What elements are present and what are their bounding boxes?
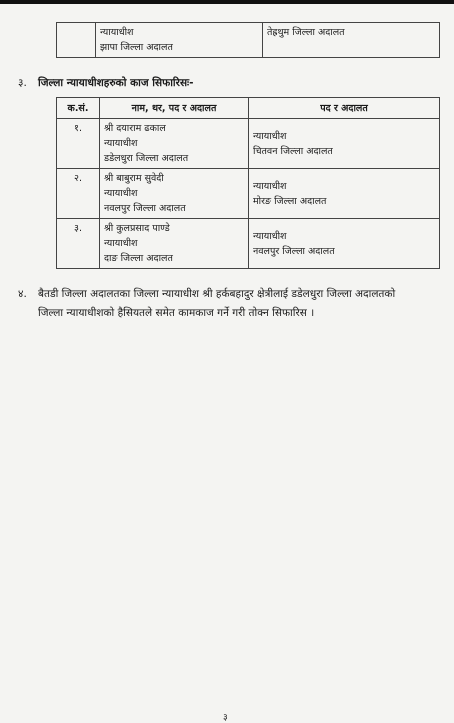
serial-cell: [57, 23, 96, 58]
paragraph-line: जिल्ला न्यायाधीशको हैसियतले समेत कामकाज गर्ने गरी तोक्न सिफारिस ।: [38, 307, 315, 319]
top-edge-bar: [0, 0, 454, 4]
name-line: श्री दयाराम ढकाल: [104, 123, 166, 134]
section-number: ४.: [18, 288, 27, 300]
name-line: डडेलधुरा जिल्ला अदालत: [104, 153, 189, 164]
post-cell: [263, 23, 440, 58]
name-line: श्री बाबुराम सुवेदी: [104, 173, 164, 184]
post-line: तेह्रथुम जिल्ला अदालत: [267, 27, 345, 38]
name-cell: [100, 219, 249, 269]
name-cell: [100, 119, 249, 169]
name-line: नवलपुर जिल्ला अदालत: [104, 203, 186, 214]
continued-table: [56, 22, 440, 58]
post-line: न्यायाधीश: [253, 180, 287, 192]
table-row: [57, 23, 440, 58]
post-cell: [249, 119, 440, 169]
serial-cell: २.: [57, 169, 100, 219]
post-cell: [249, 219, 440, 269]
name-line: झापा जिल्ला अदालत: [100, 42, 173, 53]
name-line: न्यायाधीश: [104, 238, 138, 249]
name-cell: [100, 169, 249, 219]
post-line: चितवन जिल्ला अदालत: [253, 145, 333, 157]
name-line: दाङ जिल्ला अदालत: [104, 253, 173, 264]
paragraph-line: बैतडी जिल्ला अदालतका जिल्ला न्यायाधीश श्री हर्कबहादुर क्षेत्रीलाई डडेलधुरा जिल्ला अदालतको: [38, 288, 396, 300]
table-row: [57, 219, 440, 269]
post-line: मोरङ जिल्ला अदालत: [253, 195, 327, 207]
table-row: [57, 169, 440, 219]
section-4-paragraph: [18, 285, 450, 323]
section-number: ३.: [18, 77, 27, 89]
deputation-table: [56, 97, 440, 269]
post-line: नवलपुर जिल्ला अदालत: [253, 245, 335, 257]
section-3-heading: [18, 76, 194, 90]
table-header-row: [57, 98, 440, 119]
name-line: न्यायाधीश: [104, 138, 138, 149]
name-line: न्यायाधीश: [104, 188, 138, 199]
header-serial: क.सं.: [57, 98, 100, 119]
name-line: न्यायाधीश: [100, 27, 134, 38]
post-line: न्यायाधीश: [253, 130, 287, 142]
page-number: ३: [223, 713, 228, 723]
header-post: पद र अदालत: [249, 98, 440, 119]
table-row: [57, 119, 440, 169]
name-line: श्री कुलप्रसाद पाण्डे: [104, 223, 170, 234]
header-name: नाम, थर, पद र अदालत: [100, 98, 249, 119]
section-title: जिल्ला न्यायाधीशहरुको काज सिफारिसः-: [38, 77, 194, 89]
serial-cell: १.: [57, 119, 100, 169]
post-line: न्यायाधीश: [253, 230, 287, 242]
post-cell: [249, 169, 440, 219]
serial-cell: ३.: [57, 219, 100, 269]
name-cell: [96, 23, 263, 58]
